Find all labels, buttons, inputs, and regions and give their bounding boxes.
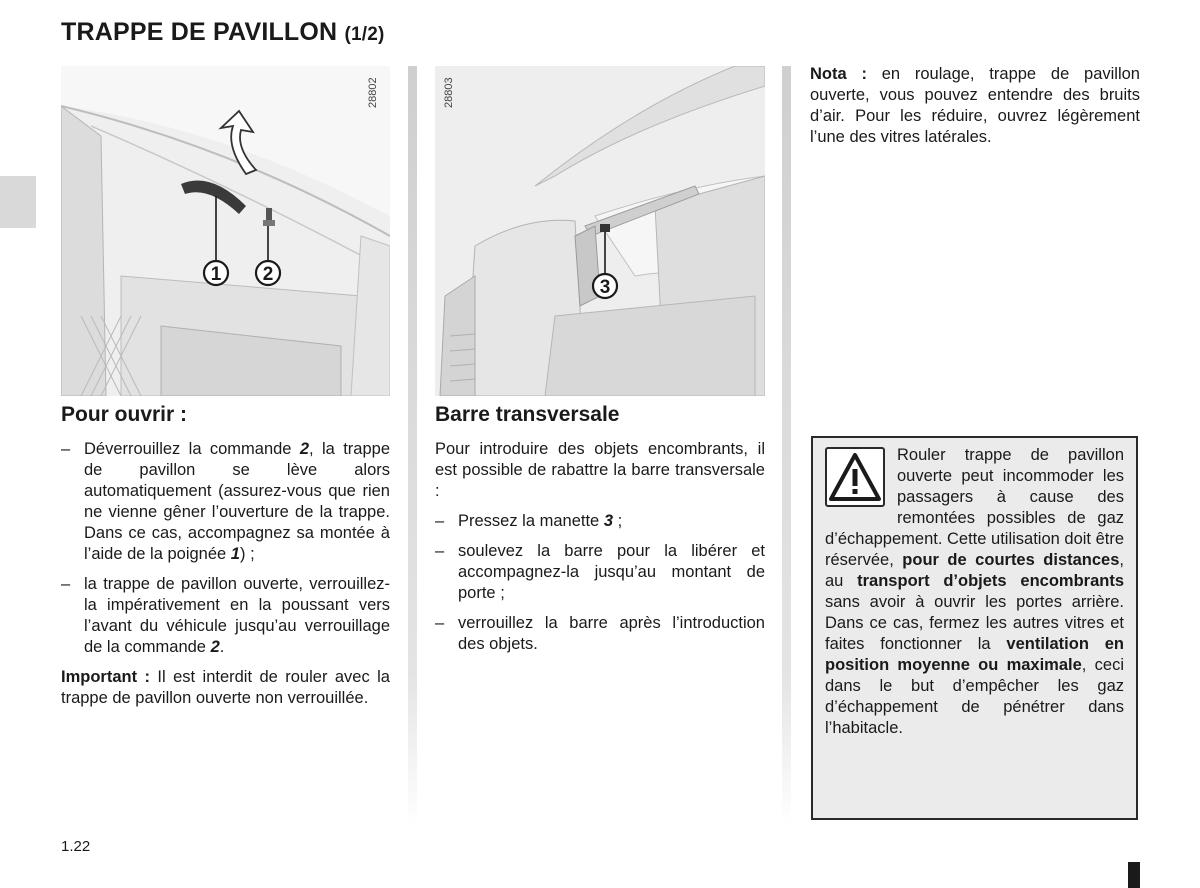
page-number: 1.22 — [61, 838, 91, 855]
column-left — [61, 402, 390, 718]
page-corner-mark — [1128, 862, 1140, 888]
page-title — [61, 18, 385, 47]
list-item: – Déverrouillez la commande 2, la trappe de pavillon se lève alors automatiquement (assurez-vous que rien ne vienne gêner l’ouverture de la trappe. Dans ce cas, accompagnez sa montée à l’aide de la poignée 1) ; — [61, 440, 390, 563]
roof-hatch-drawing — [61, 66, 390, 396]
page-title-main: TRAPPE DE PAVILLON — [61, 18, 338, 46]
list-item: – la trappe de pavillon ouverte, verrouillez-la impérativement en la poussant vers l’avant du véhicule jusqu’au verrouillage de la commande 2. — [61, 575, 390, 656]
figure-ref-mid: 28803 — [443, 77, 455, 108]
crossbar-intro: Pour introduire des objets encombrants, il est possible de rabattre la barre transversale : — [435, 440, 765, 500]
callout-3 — [593, 274, 617, 298]
callout-2 — [256, 261, 280, 285]
column-middle — [435, 402, 765, 664]
callout-3-label: 3 — [599, 277, 611, 298]
warning-box — [811, 436, 1138, 820]
callout-2-label: 2 — [262, 264, 274, 285]
callout-1-label: 1 — [210, 264, 222, 285]
section-heading-open: Pour ouvrir : — [61, 403, 188, 426]
list-item: – Pressez la manette 3 ; — [435, 512, 623, 530]
warning-triangle-icon — [825, 447, 885, 507]
warning-text: Rouler trappe de pavillon ouverte peut incommoder les passagers à cause des remontées possibles de gaz d’échappement. Cette utilisation doit être réservée, pour de courtes distances, au transport d’objets encombrants sans avoir à ouvrir les portes arrière. Dans ce cas, fermez les autres vitres et faites fonctionner la ventilation en position moyenne ou maximale, ceci dans le but d’empêcher les gaz d’échappement de pénétrer dans l’habitacle. — [825, 446, 1125, 737]
figure-ref-left: 28802 — [367, 77, 379, 108]
column-divider-left — [408, 66, 417, 826]
page-title-part: (1/2) — [344, 24, 385, 45]
illustration-roof-hatch — [61, 66, 390, 396]
chapter-tab — [0, 176, 36, 228]
list-item: – verrouillez la barre après l’introduction des objets. — [435, 614, 765, 653]
column-right — [810, 64, 1140, 157]
list-item: – soulevez la barre pour la libérer et accompagnez-la jusqu’au montant de porte ; — [435, 542, 765, 602]
crossbar-drawing — [435, 66, 765, 396]
callout-1 — [204, 261, 228, 285]
section-heading-crossbar: Barre transversale — [435, 403, 620, 426]
column-divider-right — [782, 66, 791, 826]
important-note: Important : Il est interdit de rouler avec la trappe de pavillon ouverte non verrouillée. — [61, 668, 390, 707]
nota-note: Nota : en roulage, trappe de pavillon ouverte, vous pouvez entendre des bruits d’air. Pour les réduire, ouvrez légèrement l’une des vitres latérales. — [810, 65, 1140, 146]
illustration-crossbar — [435, 66, 765, 396]
